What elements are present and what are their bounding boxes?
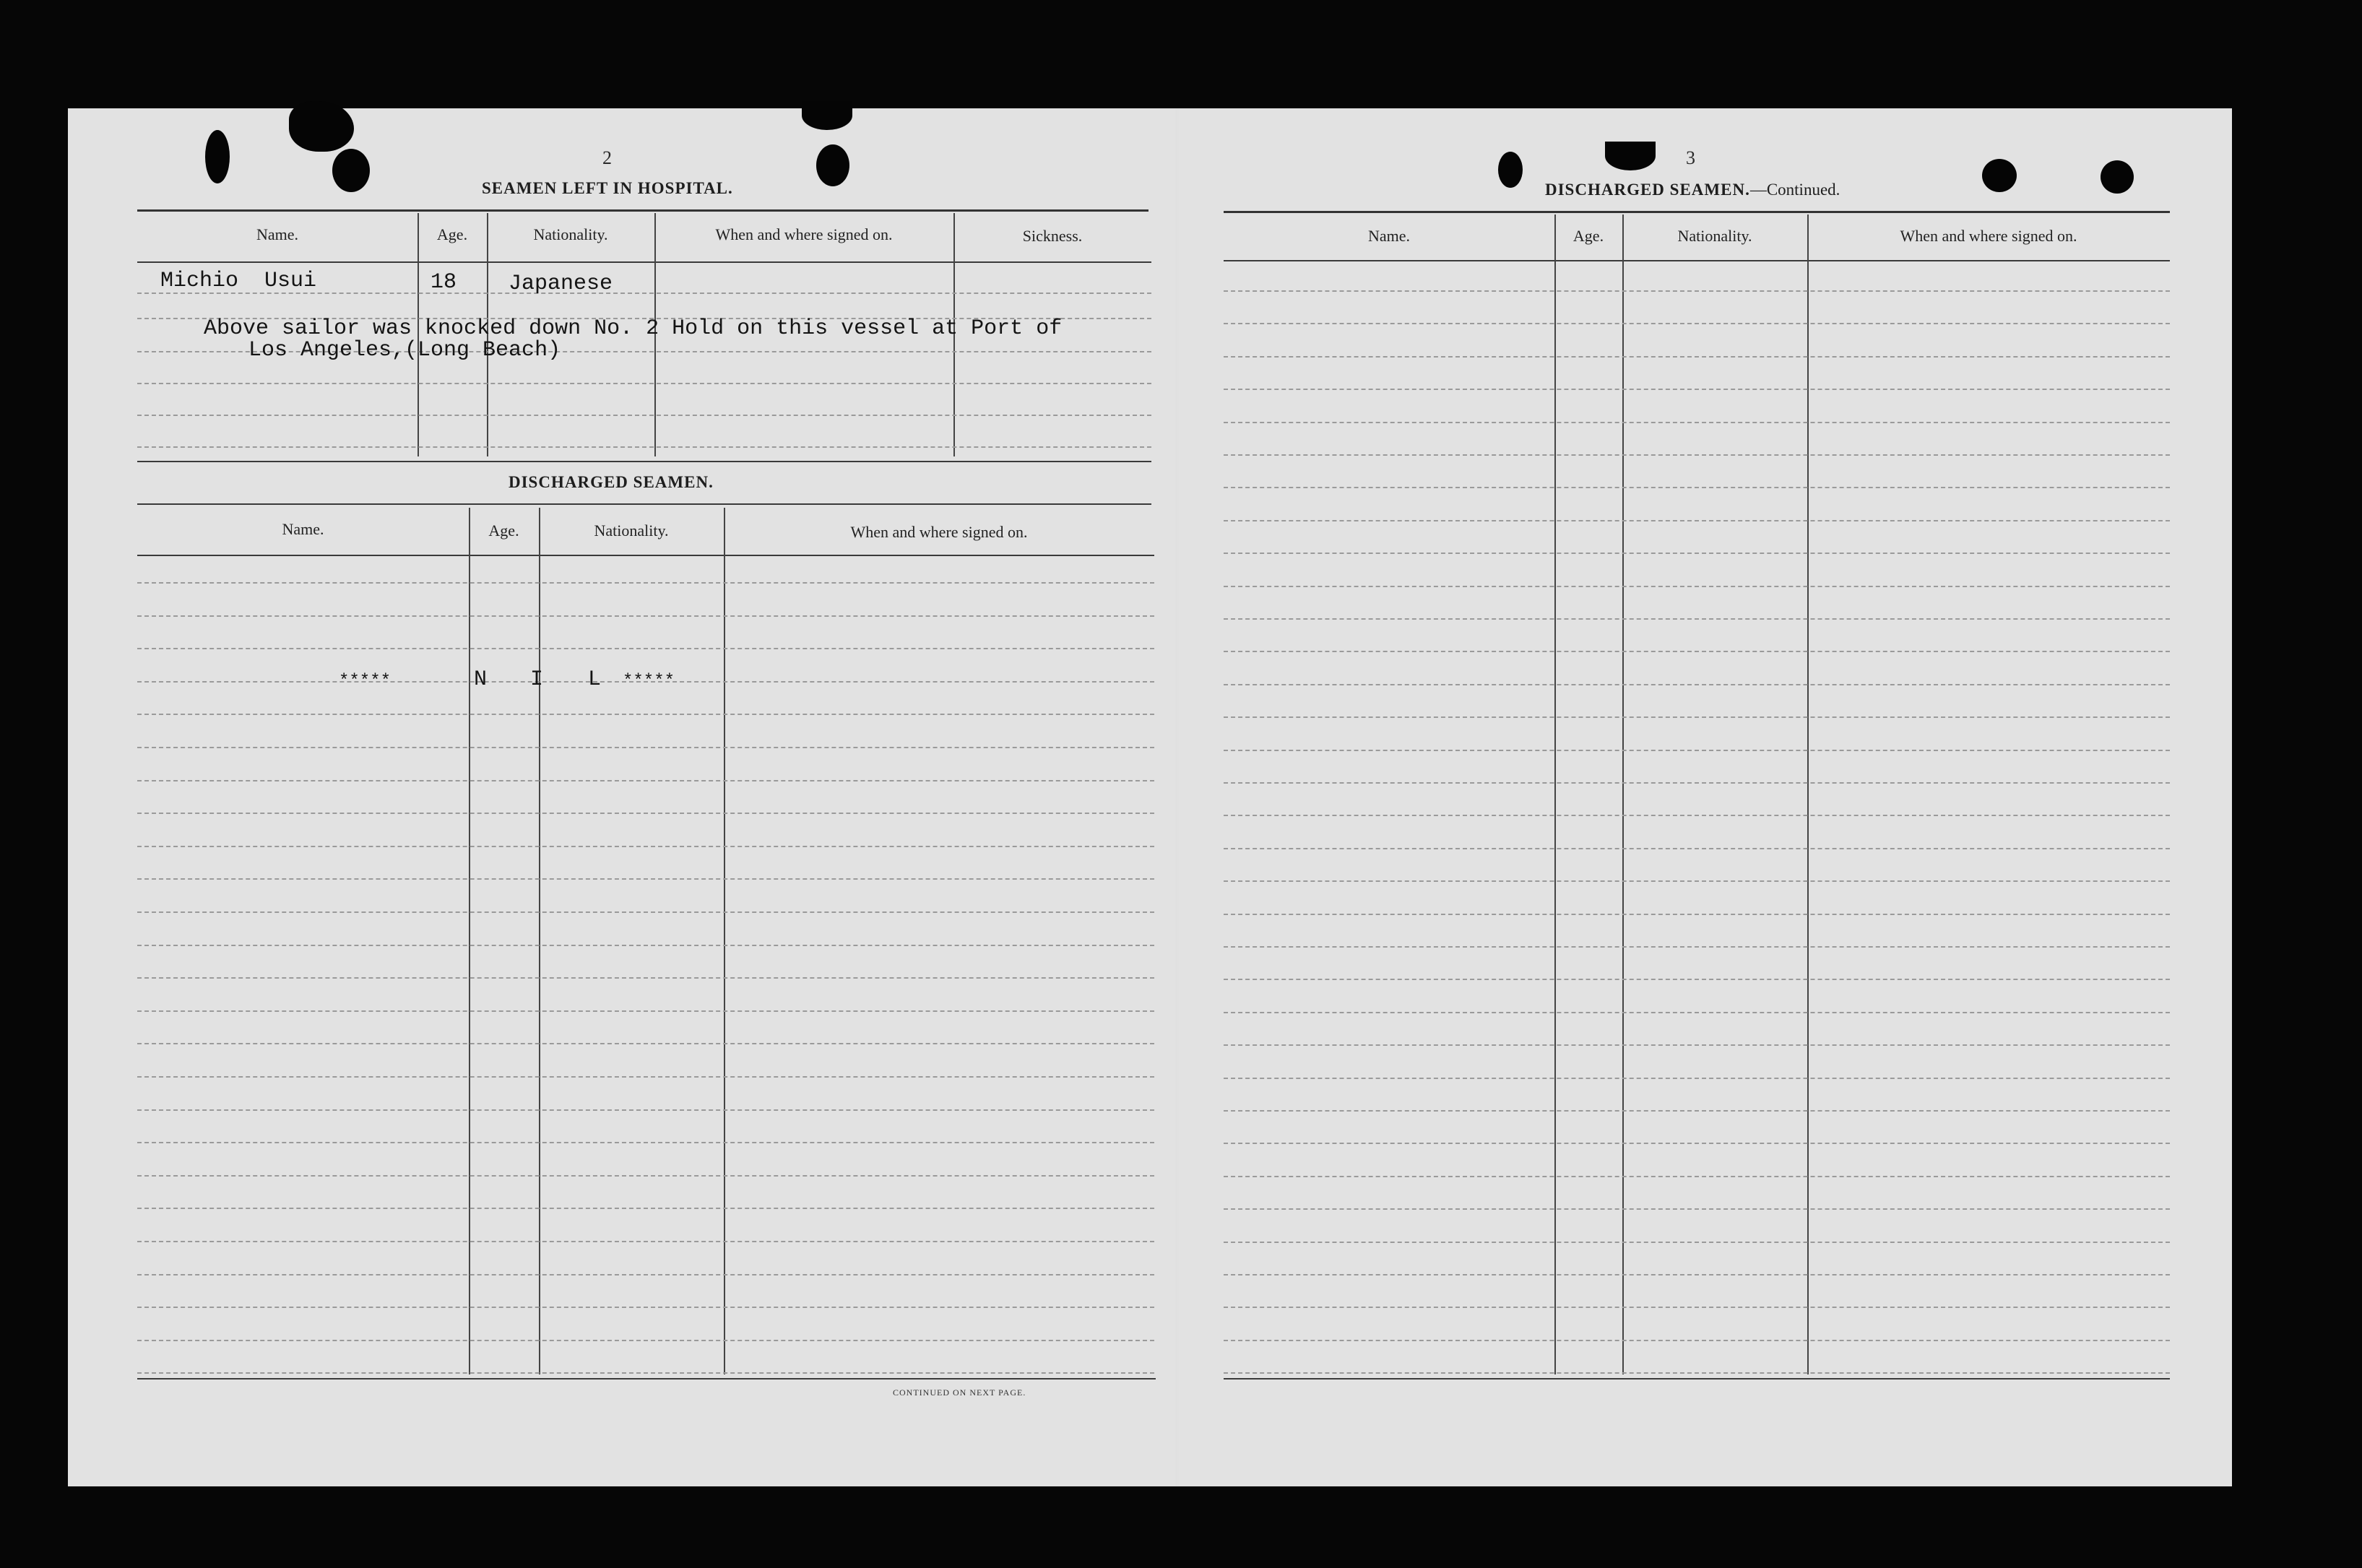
nil-letter-i: I [530, 667, 544, 692]
right-page-number: 3 [1686, 147, 1695, 168]
ruled-line [1224, 979, 2170, 980]
discharged-col-name: Name. [282, 520, 324, 538]
ruled-line [137, 911, 1154, 913]
right-heading-main: DISCHARGED SEAMEN. [1545, 181, 1750, 199]
ruled-line [1224, 1143, 2170, 1144]
hospital-note-line-1: Above sailor was knocked down No. 2 Hold on this vessel at Port of [204, 316, 1063, 341]
discharged-col-signed-on: When and where signed on. [850, 523, 1028, 541]
ruled-line [137, 1307, 1154, 1308]
ruled-line [137, 1372, 1154, 1374]
ruled-line [1224, 1242, 2170, 1243]
ruled-line [1224, 520, 2170, 521]
discharged-col-nationality: Nationality. [594, 521, 669, 540]
right-col-name: Name. [1367, 227, 1411, 245]
ruled-line [137, 415, 1151, 416]
hospital-top-rule [137, 209, 1148, 212]
ruled-line [137, 1109, 1154, 1111]
ruled-line [137, 1274, 1154, 1275]
ruled-line [1224, 1012, 2170, 1013]
ruled-line [1224, 1176, 2170, 1177]
ruled-line [137, 1340, 1154, 1341]
ruled-line [1224, 454, 2170, 456]
discharged-col-divider [724, 508, 725, 1374]
ruled-line [1224, 880, 2170, 882]
ruled-line [137, 747, 1154, 748]
discharged-col-divider [539, 508, 540, 1374]
ruled-line [1224, 356, 2170, 358]
ruled-line [137, 446, 1151, 448]
hospital-col-nationality: Nationality. [533, 225, 608, 243]
hospital-col-signed-on: When and where signed on. [715, 225, 893, 243]
punch-hole [1982, 159, 2017, 192]
ruled-line [1224, 323, 2170, 324]
ruled-line [137, 977, 1154, 979]
ruled-line [137, 1175, 1154, 1177]
hospital-note-line-2: Los Angeles,(Long Beach) [248, 338, 561, 363]
hospital-bottom-rule [137, 461, 1151, 462]
ruled-line [1224, 1208, 2170, 1210]
discharged-top-rule [137, 503, 1151, 505]
ruled-line [137, 383, 1151, 384]
ruled-line [1224, 1307, 2170, 1308]
punch-hole [816, 144, 849, 186]
ruled-line [137, 1208, 1154, 1209]
ruled-line [1224, 848, 2170, 849]
hospital-entry-name: Michio Usui [160, 269, 317, 293]
punch-hole [332, 149, 370, 192]
ruled-line [1224, 782, 2170, 784]
hospital-col-name: Name. [256, 225, 299, 243]
discharged-col-divider [469, 508, 470, 1374]
right-col-signed-on: When and where signed on. [1900, 227, 2077, 245]
right-col-age: Age. [1572, 227, 1604, 245]
right-top-rule [1224, 211, 2170, 213]
nil-stars-right: ***** [623, 672, 675, 691]
ruled-line [1224, 1372, 2170, 1374]
ruled-line [1224, 487, 2170, 488]
ruled-line [1224, 716, 2170, 718]
ruled-line [137, 1010, 1154, 1012]
ruled-line [137, 945, 1154, 946]
ruled-line [137, 1142, 1154, 1143]
punch-hole [1498, 152, 1523, 188]
continued-footer-note: CONTINUED ON NEXT PAGE. [893, 1387, 1026, 1398]
ruled-line [137, 615, 1154, 617]
left-page-number: 2 [602, 147, 612, 168]
page-fold [1176, 108, 1178, 1486]
ruled-line [1224, 422, 2170, 423]
ruled-line [1224, 750, 2170, 751]
nil-stars-left: ***** [339, 672, 391, 691]
ruled-line [137, 1076, 1154, 1078]
ruled-line [1224, 1044, 2170, 1046]
hospital-section-heading: SEAMEN LEFT IN HOSPITAL. [482, 179, 733, 197]
discharged-col-age: Age. [488, 521, 519, 540]
hospital-entry-age: 18 [431, 270, 457, 295]
ruled-line [1224, 1340, 2170, 1341]
ruled-line [137, 1043, 1154, 1044]
ruled-line [1224, 651, 2170, 652]
right-heading-continued: —Continued. [1749, 181, 1840, 199]
ruled-line [137, 582, 1154, 584]
hospital-col-sickness: Sickness. [1022, 227, 1083, 245]
nil-letter-l: L [588, 667, 602, 692]
ruled-line [137, 1241, 1154, 1242]
nil-letter-n: N [474, 667, 488, 692]
ruled-line [137, 780, 1154, 781]
right-section-heading [1545, 181, 1840, 199]
ruled-line [1224, 553, 2170, 554]
hospital-header-rule [137, 261, 1151, 263]
ink-blot [802, 101, 852, 130]
ruled-line [1224, 618, 2170, 620]
right-bottom-rule [1224, 1378, 2170, 1379]
ruled-line [1224, 946, 2170, 948]
discharged-section-heading: DISCHARGED SEAMEN. [509, 473, 714, 491]
discharged-bottom-rule [137, 1378, 1156, 1379]
ruled-line [137, 648, 1154, 649]
punch-hole [205, 130, 230, 183]
ruled-line [1224, 1110, 2170, 1112]
ruled-line [137, 846, 1154, 847]
ruled-line [1224, 914, 2170, 915]
ruled-line [1224, 815, 2170, 816]
ruled-line [137, 813, 1154, 814]
ruled-line [1224, 389, 2170, 390]
right-header-rule [1224, 260, 2170, 261]
right-col-nationality: Nationality. [1677, 227, 1752, 245]
ruled-line [1224, 684, 2170, 685]
manifest-sheet [68, 108, 2232, 1486]
ruled-line [1224, 1078, 2170, 1079]
ruled-line [137, 714, 1154, 715]
hospital-entry-nationality: Japanese [509, 272, 613, 296]
ruled-line [137, 878, 1154, 880]
punch-hole [2101, 160, 2134, 194]
ruled-line [1224, 586, 2170, 587]
discharged-header-rule [137, 555, 1154, 556]
ruled-line [1224, 290, 2170, 292]
ruled-line [1224, 1274, 2170, 1275]
hospital-col-age: Age. [436, 225, 468, 243]
ink-blot [1605, 142, 1656, 170]
